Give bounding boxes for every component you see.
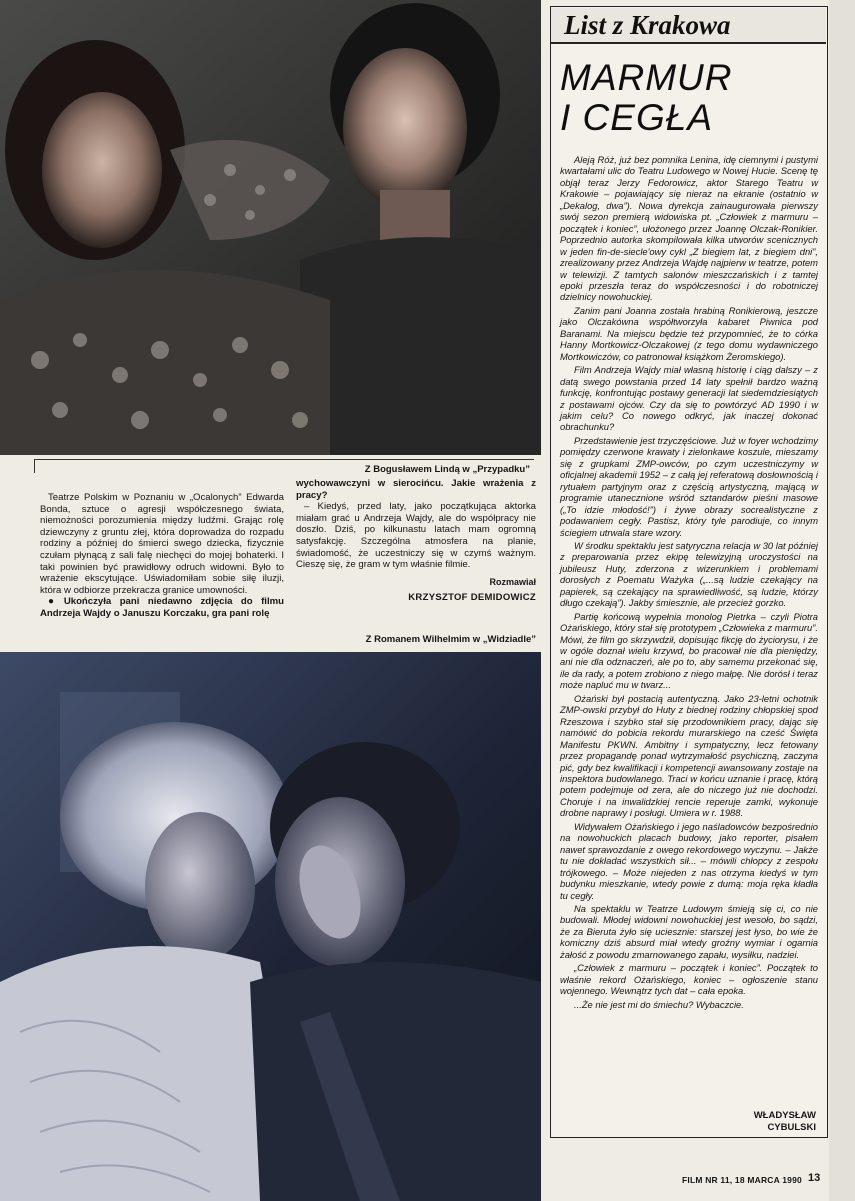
footer-issue: FILM NR 11, 18 MARCA 1990 [682, 1175, 802, 1185]
interview-answer: – Kiedyś, przed laty, jako początkująca aktorka miałam grać u Andrzeja Wajdy, ale do współpracy nie doszło. Dziś, po kilkunastu latach mam ogromną satysfakcję. Szczególna atmosfera na planie, świadomość, że uczestniczy się w czymś ważnym. Cieszę się, że gram w tym właśnie filmie. [296, 501, 536, 571]
interview-question-part-a: Ukończyła pani niedawno zdjęcia do filmu Andrzeja Wajdy o Januszu Korczaku, gra pani rolę [40, 596, 285, 619]
article-paragraph: Przedstawienie jest trzyczęściowe. Już w foyer wchodzimy pomiędzy czerwone krawaty i zielonkawe koszule, mieszamy się z grupkami ZMP-owców, po czym uczestniczymy w oficjalnej akademii 1952 – z całą jej referatową dosłownością i rytuałem partyjnym oraz z częścią artystyczną, mającą w programie utanecznione wśród sztandarów pieśni masowe („To idzie młodość!”) i żywe obrazy socrealistyczne z podawaniem cegły. Pastisz, który tyle parodiuje, co innym ściegiem utrwala stare wzory. [560, 434, 818, 538]
interview-paragraph: Teatrze Polskim w Poznaniu w „Ocalonych” Edwarda Bonda, sztuce o agresji współczesnego świata, niemożności porozumienia między ludźmi. Grając rolę dziewczyny z gruntu złej, która doprowadza do rozpadu rodziny a później do śmierci swego dziecka, fizycznie czułam płynącą z sali falę niechęci do mojej bohaterki. I taki powinien być prawidłowy odruch widowni. Było to wrażenie ekscytujące. Uświadomiłam sobie siłę iluzji, która w odbiorze przekracza granice umowności. [40, 492, 284, 596]
article-paragraph: Aleją Róż, już bez pomnika Lenina, idę ciemnymi i pustymi kwartałami ulic do Teatru Ludowego w Nowej Hucie. Scenę tę objął teraz Jerzy Fedorowicz, aktor Starego Teatru w Krakowie – pojawiający się nieraz na ekranie (ostatnio w „Dekalog, dwa”). Nowa dyrekcja zainaugurowała pierwszy swój sezon premierą widowiska pt. „Człowiek z marmuru – początek i koniec”, ułożonego przez Joannę Olczak-Ronikier. Poprzednio autorka skompilowała kilka utworów scenicznych w jeden fin-de-siecle'owy cykl „Z biegiem lat, z biegiem dni”, zrealizowany przez Andrzeja Wajdę najpierw w teatrze, potem w telewizji. Z tamtych salonów mieszczańskich i z tamtej epoki przeszła teraz do współczesności i do robotniczej dzielnicy nowohuckiej. [560, 154, 818, 303]
article-paragraph: „Człowiek z marmuru – początek i koniec”. Początek to właśnie rekord Ożańskiego, koniec – ogłoszenie stanu wojennego. Wewnątrz tych dat – cała epoka. [560, 962, 818, 997]
article-paragraph: Na spektaklu w Teatrze Ludowym śmieją się ci, co nie budowali. Młodej widowni nowohuckiej jest wesoło, bo sądzi, że za Bieruta żyło się uciesznie: starszej jest łyso, bo wie że komiczny dziś absurd miał wtedy groźny wymiar i ogarnia żałość z powodu zmarnowanego zapału, wysiłku, nadziei. [560, 903, 818, 960]
page-margin-strip [829, 0, 855, 1201]
interview-top-rule [34, 459, 534, 460]
photo-widziadlo [0, 652, 541, 1201]
photo-przypadek-image [0, 0, 541, 455]
interview-question-part-b: wychowawczyni w sierocińcu. Jakie wrażenia z pracy? [296, 478, 536, 501]
photo-przypadek [0, 0, 541, 455]
article-paragraph: W środku spektaklu jest satyryczna relacja w 30 lat później z preparowania przez ekipę telewizyjną uroczystości na jubileusz Huty, zderzona z wizerunkiem i problemami dorosłych z Poematu Ważyka („...są ludzie czekający na papierek, są czekający na sprawiedliwość, są ludzie, którzy długo czekają”). Jakby śmiesznie, ale przecież gorzko. [560, 539, 818, 609]
article-paragraph: Film Andrzeja Wajdy miał własną historię i ciąg dalszy – z datą swego powstania przed 14 laty spełnił bardzo ważną funkcję, konfrontując postawy generacji lat siedemdziesiątych z postawami ojców. Czy da się to powtórzyć AD 1990 i w jakim celu? Co nowego odkryć, jak inaczej dokonać obrachunku? [560, 364, 818, 433]
photo-caption-top: Z Bogusławem Lindą w „Przypadku” [364, 464, 530, 475]
article-body [560, 154, 818, 1012]
interview-question [40, 596, 284, 619]
author-last-name: CYBULSKI [767, 1122, 816, 1133]
article-paragraph: Widywałem Ożańskiego i jego naśladowców bezpośrednio na nowohuckich placach budowy, jako reporter, pisałem nawet sprawozdanie z owego rekordowego wyczynu. – Jakże tu nie dokładać wszystkich sił... – mówili chłopcy z zespołu trójkowego. – Może niejeden z nas otrzyma kiedyś w tym budynku mieszkanie, wtedy powie z dumą: moja ręka kładła tu cegły. [560, 820, 818, 901]
article-paragraph: Partię końcową wypełnia monolog Pietrka – czyli Piotra Ożańskiego, który stał się prototypem „Człowieka z marmuru”. Mówi, że film go skrzywdził, dopisując fikcję do życiorysu, i że w ogóle doznał wielu krzywd, bo pracował nie dla pieniędzy, ani nie dla odznaczeń, ale po to, aby samemu przekonać się, ile da rady, a potem zrobiono z niego małpę. Nie dorósł i teraz może napluć mu w twarz... [560, 610, 818, 691]
photo-caption-bottom: Z Romanem Wilhelmim w „Widziadle” [365, 634, 536, 645]
section-title: List z Krakowa [564, 10, 731, 40]
headline-line-1: MARMUR [560, 57, 733, 98]
interviewer-name: KRZYSZTOF DEMIDOWICZ [408, 592, 536, 604]
article-paragraph: ...Że nie jest mi do śmiechu? Wybaczcie. [574, 998, 744, 1010]
article-paragraph: Ożański był postacią autentyczną. Jako 23-letni ochotnik ZMP-owski przybył do Huty z biednej rodziny chłopskiej spod Rzeszowa i szybko stał się przodownikiem pracy, dając się namówić do pobicia rekordu murarskiego na cześć Święta Manifestu PKWN. Ambitny i sympatyczny, lecz fetowany przez propagandę ponad wytrzymałość psychiczną, zaczyna pić, gdy bez kwalifikacji i kompetencji awansowany zostaje na inspektora budowlanego. Traci w końcu uznanie i pracę, którą potem podejmuje od zera, ale do niczego już nie dochodzi. Choruje i na inwalidzkiej rencie reperuje zamki, wykonuje drobne naprawy i posługi. Umiera w r. 1988. [560, 692, 818, 819]
article-author [700, 1110, 816, 1134]
page-number: 13 [808, 1172, 821, 1184]
interview-column-1 [40, 492, 284, 620]
photo-widziadlo-image [0, 652, 541, 1201]
author-first-name: WŁADYSŁAW [753, 1110, 816, 1121]
article-paragraph: Zanim pani Joanna została hrabiną Ronikierową, jeszcze jako Olczakówna współtworzyła kabaret Piwnica pod Baranami. Na miejscu będzie też przypomnieć, że to córka Hanny Mortkowicz-Olczakowej (z tego domu wydawniczego Mortkowiczów, co patronował książkom Żeromskiego). [560, 304, 818, 362]
headline-line-2: I CEGŁA [560, 97, 713, 138]
interviewer-label: Rozmawiał [489, 576, 536, 587]
question-bullet-icon: ● [48, 596, 60, 608]
interview-column-2 [296, 478, 536, 604]
interview-left-rule [34, 459, 35, 473]
